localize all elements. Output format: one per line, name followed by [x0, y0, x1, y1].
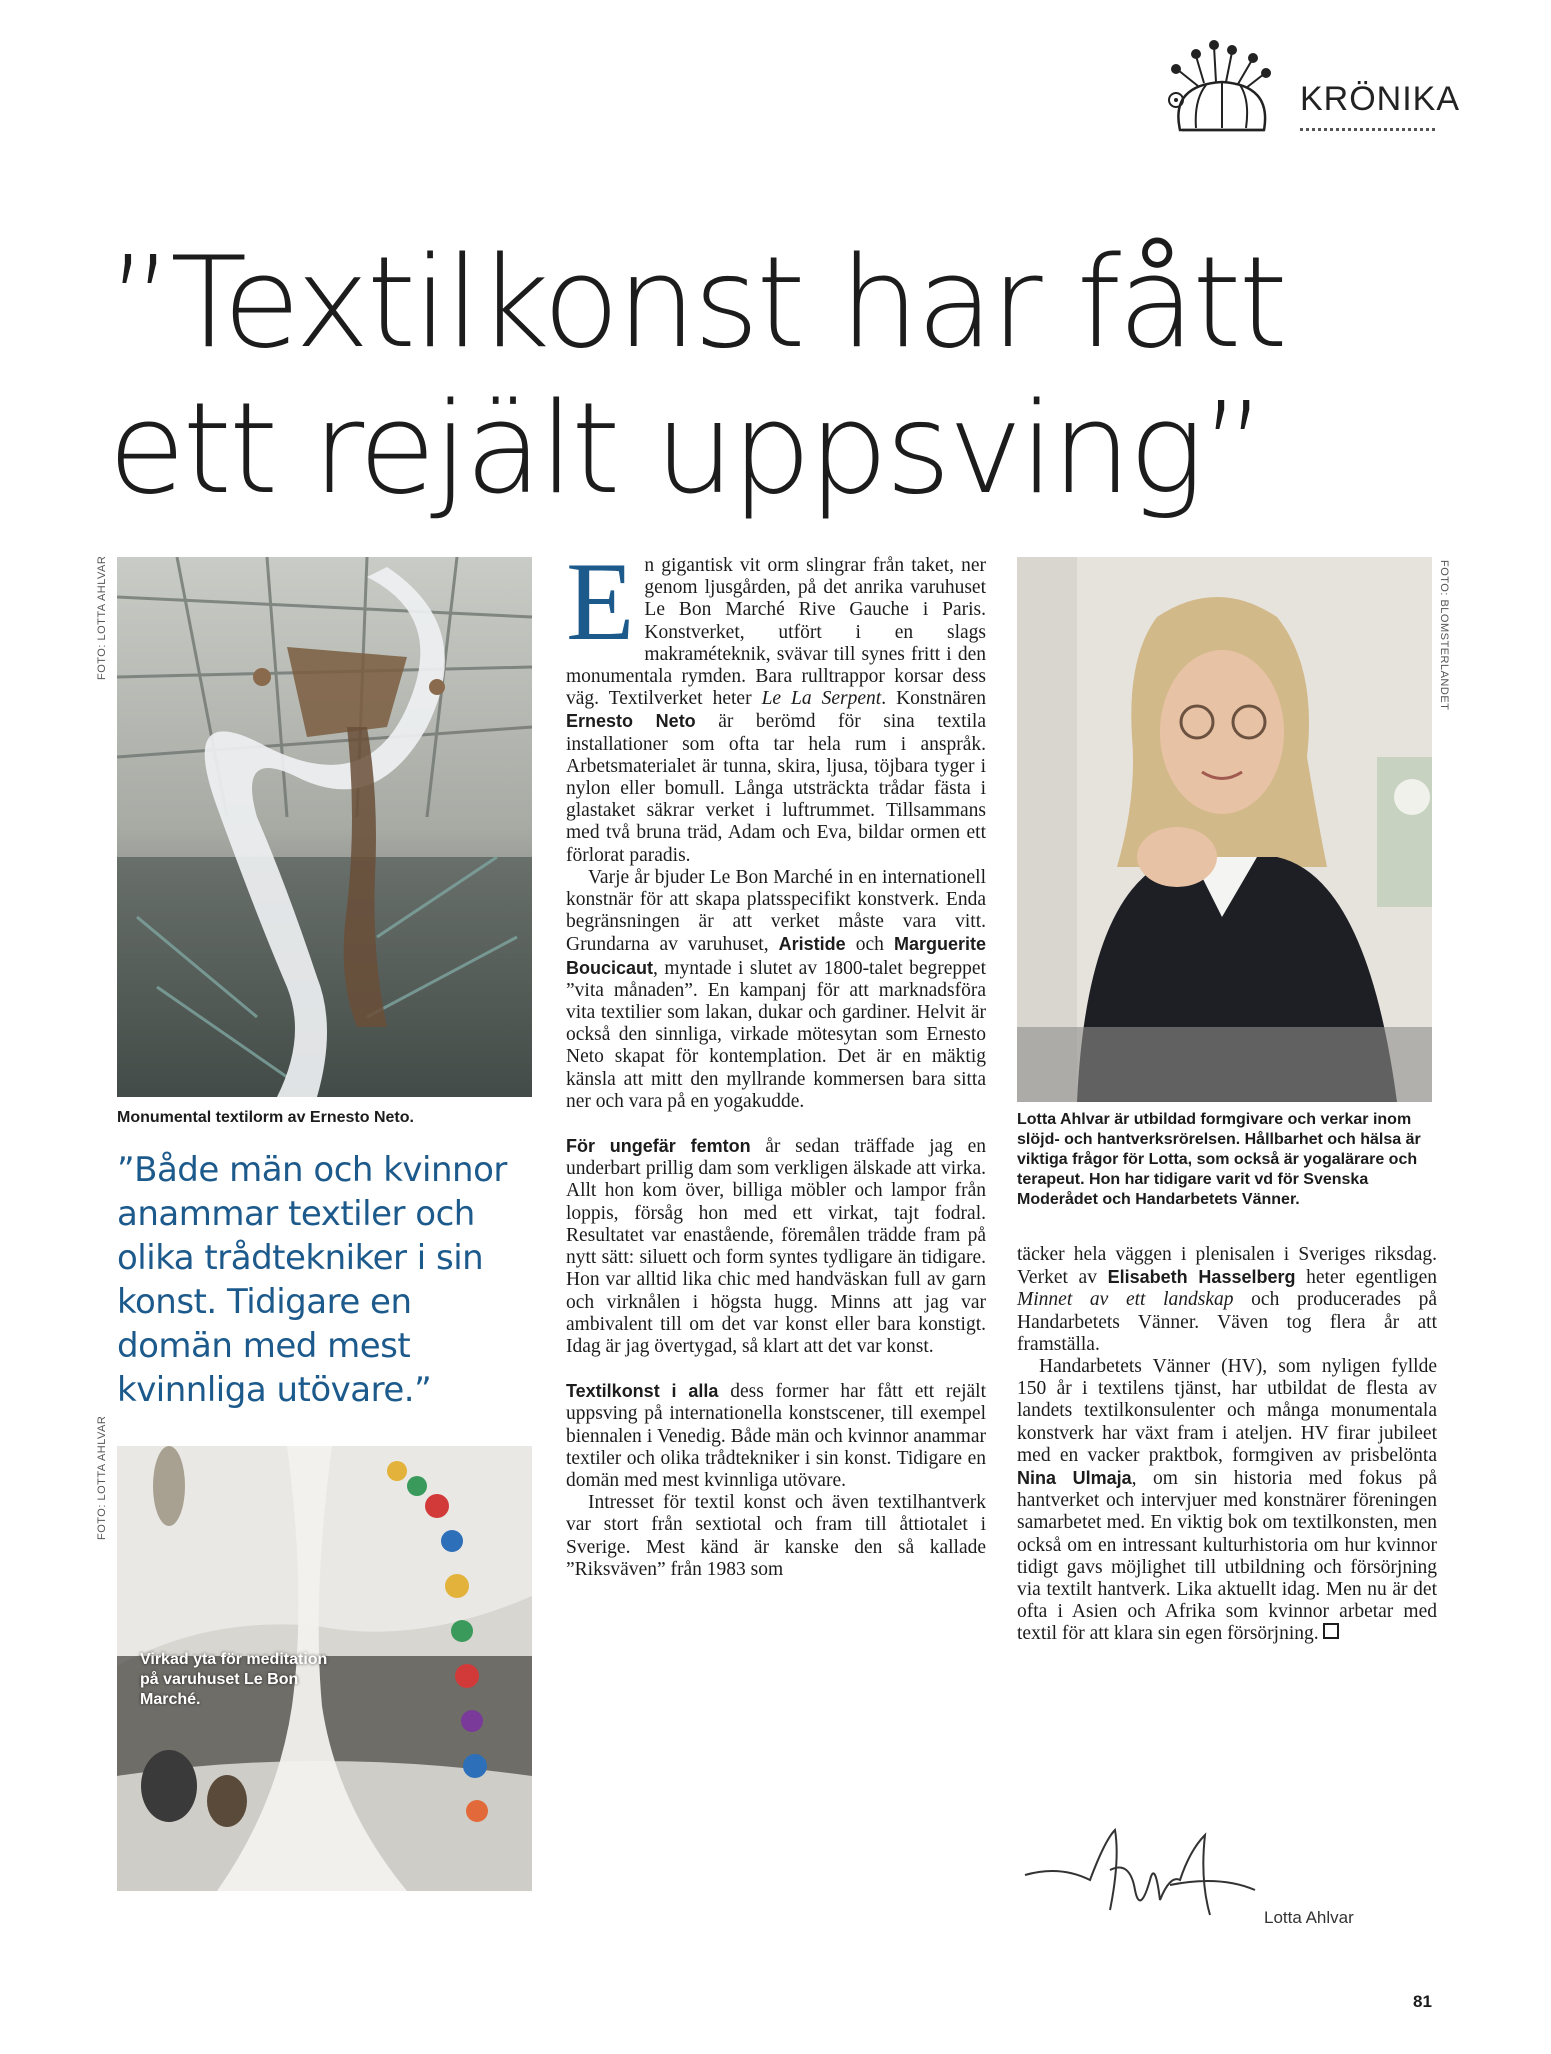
pull-quote: ”Både män och kvinnor anammar textiler och olika trådtekniker i sin konst. Tidigare en domän med mest kvinnliga utövare.” — [117, 1150, 507, 1410]
paragraph: Textilkonst i alla dess former har fått ett rejält uppsving på internationella konstscener, till exempel biennalen i Venedig. Både män och kvinnor anammar textiler och olika trådtekniker i sin konst. Tidigare en domän med mest kvinnliga utövare. — [566, 1381, 986, 1491]
artwork-title: Le La Serpent — [761, 688, 882, 710]
paragraph: För ungefär femton år sedan träffade jag en underbart prillig dam som verkligen älskade att virka. Allt hon kom över, billiga möbler och lampor från loppis, försåg hon med ett virkat, tajt fodral. Resultatet var enastående, föremålen trädde fram på nytt sätt: siluett och form syntes tydligare än tidigare. Hon var alltid lika chic med handväskan full av garn och virknålen i högsta hugg. Minns att jag var ambivalent till om det var konst eller bara konstigt. Idag är jag övertygad, så klart att det var konst. — [566, 1136, 986, 1357]
portrait-photo — [1017, 557, 1432, 1102]
serpent-caption: Monumental textilorm av Ernesto Neto. — [117, 1109, 414, 1126]
artwork-title: Minnet av ett landskap — [1017, 1289, 1234, 1311]
author-name: Lotta Ahlvar — [1264, 1908, 1354, 1927]
artist-name: Ernesto Neto — [566, 711, 696, 732]
section-label: KRÖNIKA — [1300, 80, 1461, 118]
paragraph: täcker hela väggen i plenisalen i Sveriges riksdag. Verket av Elisabeth Hasselberg heter egentligen Minnet av ett landskap och producerades på Handarbetets Vänner. Väven tog flera år att framställa. — [1017, 1244, 1437, 1355]
header-rule — [1300, 128, 1435, 131]
article-column-middle — [566, 540, 986, 1581]
photo-credit: FOTO: LOTTA AHLVAR — [96, 1415, 108, 1540]
person-name: Marguerite Boucicaut — [566, 934, 986, 978]
meditation-caption: Virkad yta för meditation på varuhuset Le Bon Marché. — [140, 1651, 328, 1708]
portrait-caption: Lotta Ahlvar är utbildad formgivare och verkar inom slöjd- och hantverksrörelsen. Hållbarhet och hälsa är viktiga frågor för Lotta, som också är yogalärare och terapeut. Hon har tidigare varit vd för Svenska Moderådet och Handarbetets Vänner. — [1017, 1111, 1421, 1208]
article-column-right — [1017, 1244, 1437, 1646]
signature — [1020, 1820, 1260, 1930]
person-name: Aristide — [778, 934, 846, 955]
page-number: 81 — [1413, 1992, 1432, 2011]
paragraph: Intresset för textil konst och även textilhantverk var stort från sextiotal och fram till åttiotalet i Sverige. Mest känd är kanske den så kallade ”Riksväven” från 1983 som — [566, 1492, 986, 1580]
photo-credit: FOTO: LOTTA AHLVAR — [96, 555, 108, 680]
serpent-photo — [117, 557, 532, 1097]
headline: ”Textilkonst har fått ett rejält uppsving” — [108, 229, 1285, 522]
paragraph: En gigantisk vit orm slingrar från taket, ner genom ljusgården, på det anrika varuhuset Le Bon Marché Rive Gauche i Paris. Konstverket, utfört i en slags makraméteknik, svävar till synes fritt i den monumentala rymden. Bara rulltrappor korsar dess väg. Textilverket heter Le La Serpent. Konstnären Ernesto Neto är berömd för sina textila installationer som ofta tar hela rum i anspråk. Arbetsmaterialet är tunna, skira, ljusa, töjbara tyger i nylon eller bomull. Långa utsträckta trådar fästa i glastaket säkrar verket i luftrummet. Tillsammans med två bruna träd, Adam och Eva, bildar ormen ett förlorat paradis. — [566, 540, 986, 866]
person-name: Elisabeth Hasselberg — [1107, 1267, 1296, 1288]
lead-in: För ungefär femton — [566, 1136, 751, 1157]
person-name: Nina Ulmaja — [1017, 1468, 1132, 1489]
end-mark — [1323, 1623, 1339, 1639]
paragraph: Handarbetets Vänner (HV), som nyligen fyllde 150 år i textilens tjänst, har utbildat de flesta av landets textilkonsulenter och många monumentala konstverk har växt fram i ateljen. HV firar jubileet med en vacker praktbok, formgiven av prisbelönta Nina Ulmaja, om sin historia med fokus på hantverket och intervjuer med konstnärer föreningen samarbetet med. En viktig bok om textilkonsten, men också om en intressant kulturhistoria om hur kvinnor tidigt gavs möjlighet till utbildning och försörjning via textilt hantverk. Lika aktuellt idag. Men nu är det ofta i Asien och Afrika som kvinnor arbetar med textil för att klara sin egen försörjning. — [1017, 1356, 1437, 1645]
photo-credit: FOTO: BLOMSTERLANDET — [1438, 560, 1450, 711]
lead-in: Textilkonst i alla — [566, 1381, 719, 1402]
drop-cap: E — [566, 540, 635, 664]
paragraph: Varje år bjuder Le Bon Marché in en internationell konstnär för att skapa platsspecifikt konstverk. Enda begränsningen är att verket måste vara vitt. Grundarna av varuhuset, Aristide och Marguerite Boucicaut, myntade i slutet av 1800-talet begreppet ”vita månaden”. En kampanj för att marknadsföra vita textilier som lakan, dukar och gardiner. Helvit är också den sinnliga, virkade mötesytan som Ernesto Neto skapat för kontemplation. Det är en mäktig känsla att mitt den myllrande kommersen bara sitta ner och vara på en yogakudde. — [566, 866, 986, 1112]
